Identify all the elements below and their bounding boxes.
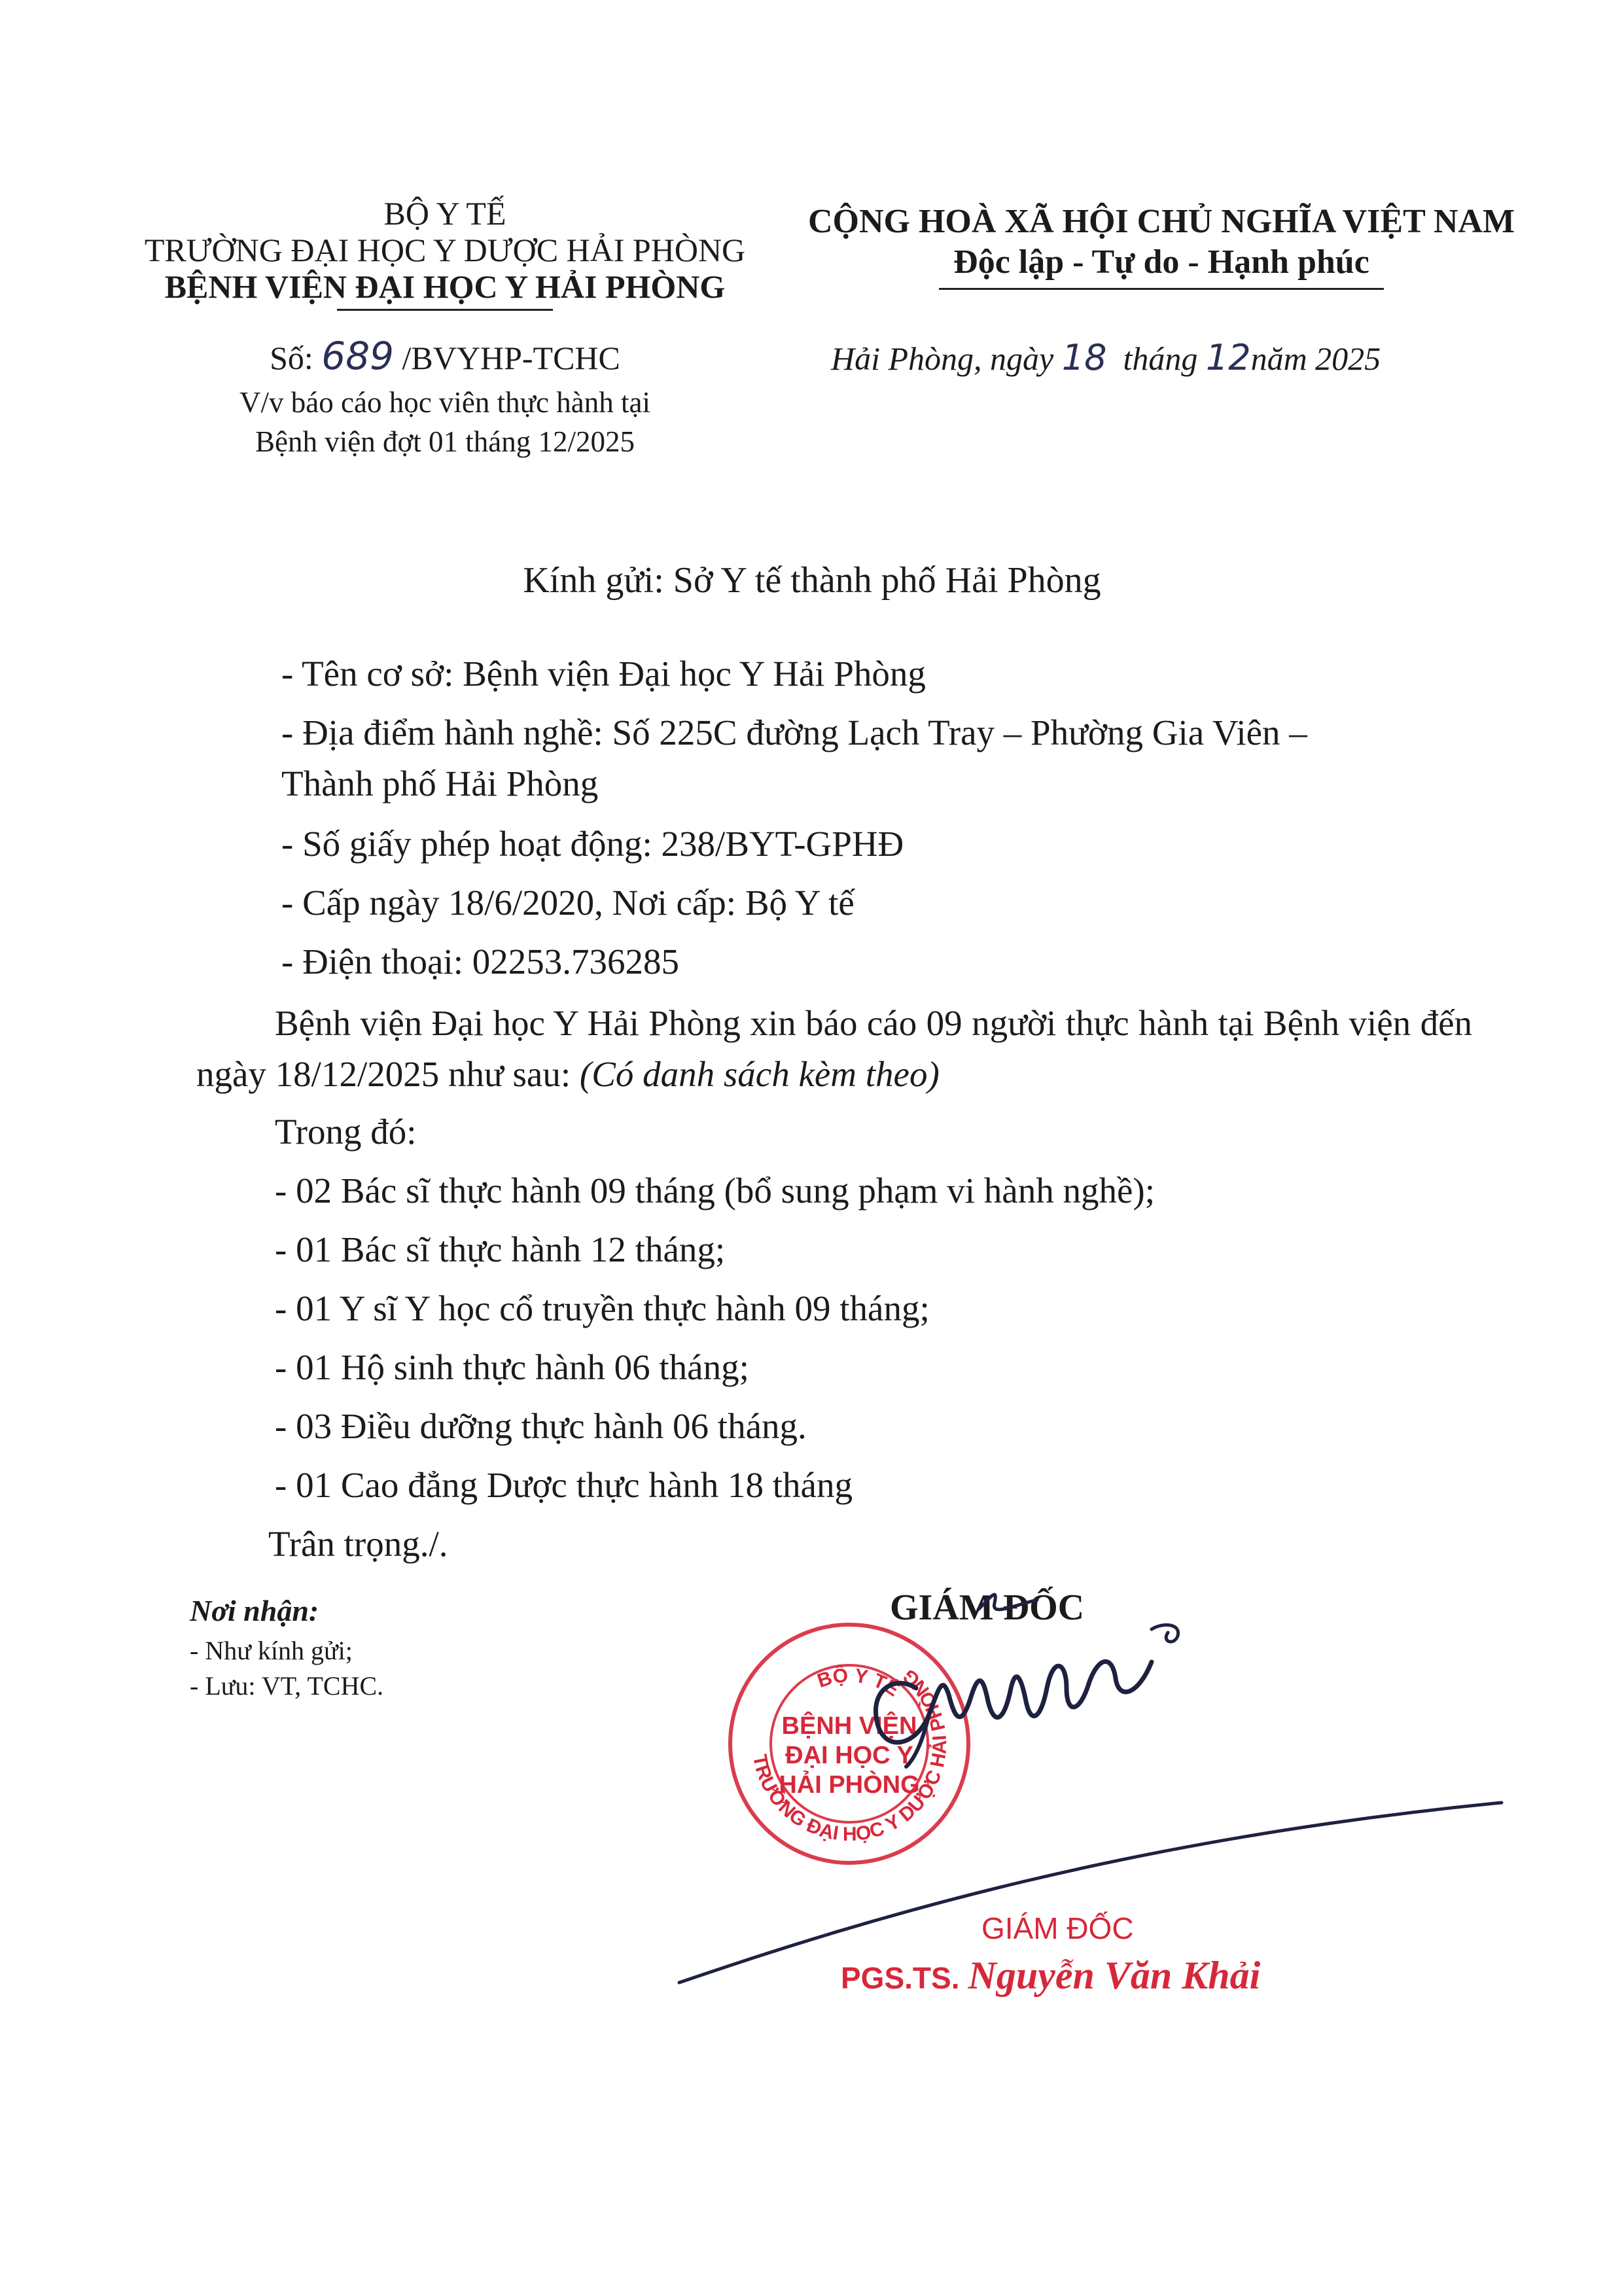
director-title: GIÁM ĐỐC <box>890 1587 1085 1628</box>
day-handwritten: 18 <box>1061 337 1107 378</box>
stamp-center-line: BỆNH VIỆN <box>781 1712 917 1740</box>
doc-number-suffix: /BVYHP-TCHC <box>402 340 620 376</box>
breakdown-item: - 01 Bác sĩ thực hành 12 tháng; <box>275 1229 726 1269</box>
document-subject <box>118 383 772 461</box>
recipients-block <box>190 1593 383 1704</box>
document-number <box>118 334 772 378</box>
initial-mark <box>965 1583 1050 1623</box>
ministry-name: BỘ Y TẾ <box>383 195 506 232</box>
report-paragraph <box>196 998 1472 1100</box>
issuing-agency-block <box>118 195 772 311</box>
recipients-item: - Lưu: VT, TCHC. <box>190 1671 384 1701</box>
university-name: TRƯỜNG ĐẠI HỌC Y DƯỢC HẢI PHÒNG <box>144 232 746 268</box>
header-left-underline <box>337 309 553 311</box>
hospital-name: BỆNH VIỆN ĐẠI HỌC Y HẢI PHÒNG <box>164 268 726 305</box>
breakdown-item: - 01 Y sĩ Y học cổ truyền thực hành 09 tháng; <box>275 1288 930 1328</box>
breakdown-item: - 03 Điều dưỡng thực hành 06 tháng. <box>275 1406 807 1446</box>
doc-number-handwritten: 689 <box>321 334 395 378</box>
national-title-block <box>792 202 1531 290</box>
breakdown-item: - 01 Cao đẳng Dược thực hành 18 tháng <box>275 1465 853 1505</box>
facility-address-line-2: Thành phố Hải Phòng <box>281 764 599 804</box>
facility-address-line-1: - Địa điểm hành nghề: Số 225C đường Lạch Tray – Phường Gia Viên – <box>281 713 1307 752</box>
report-text: Bệnh viện Đại học Y Hải Phòng xin báo cáo 09 người thực hành tại Bệnh viện đến ngày 18/12/2025 như sau: <box>196 1003 1472 1094</box>
attached-list-note: (Có danh sách kèm theo) <box>579 1054 940 1094</box>
stamp-top-text: BỘ Y TẾ <box>815 1665 904 1701</box>
breakdown-item: - 02 Bác sĩ thực hành 09 tháng (bổ sung phạm vi hành nghề); <box>275 1171 1155 1210</box>
director-full-name: Nguyễn Văn Khải <box>968 1954 1261 1997</box>
stamp-center-line: ĐẠI HỌC Y <box>785 1742 913 1769</box>
breakdown-item: - 01 Hộ sinh thực hành 06 tháng; <box>275 1347 749 1387</box>
doc-number-prefix: Số: <box>270 340 313 376</box>
place-and-date <box>831 337 1518 378</box>
stamp-center-line: HẢI PHÒNG <box>779 1771 920 1799</box>
place-prefix: Hải Phòng, ngày <box>831 340 1054 377</box>
director-name <box>841 1953 1260 1998</box>
recipients-title: Nơi nhận: <box>190 1594 319 1627</box>
facility-phone: - Điện thoại: 02253.736285 <box>281 942 679 981</box>
facility-name: - Tên cơ sở: Bệnh viện Đại học Y Hải Phòng <box>281 654 926 694</box>
subject-line-1: V/v báo cáo học viên thực hành tại <box>239 386 650 419</box>
facility-license-issued: - Cấp ngày 18/6/2020, Nơi cấp: Bộ Y tế <box>281 883 855 923</box>
closing-greeting: Trân trọng./. <box>268 1524 448 1564</box>
breakdown-intro: Trong đó: <box>275 1112 417 1152</box>
director-stamp-title: GIÁM ĐỐC <box>981 1911 1134 1945</box>
recipients-item: - Như kính gửi; <box>190 1636 353 1665</box>
motto-underline <box>939 288 1384 290</box>
subject-line-2: Bệnh viện đợt 01 tháng 12/2025 <box>255 425 635 458</box>
year-text: năm 2025 <box>1250 340 1381 377</box>
director-degree: PGS.TS. <box>841 1961 960 1995</box>
month-handwritten: 12 <box>1205 337 1251 378</box>
recipient-line: Kính gửi: Sở Y tế thành phố Hải Phòng <box>523 560 1101 601</box>
nation-name: CỘNG HOÀ XÃ HỘI CHỦ NGHĨA VIỆT NAM <box>807 203 1515 240</box>
month-label: tháng <box>1123 340 1198 377</box>
facility-license: - Số giấy phép hoạt động: 238/BYT-GPHĐ <box>281 824 904 864</box>
stamp-ring-text: TRƯỜNG ĐẠI HỌC Y DƯỢC HẢI PHÒNG <box>749 1665 951 1846</box>
national-motto: Độc lập - Tự do - Hạnh phúc <box>953 243 1369 281</box>
